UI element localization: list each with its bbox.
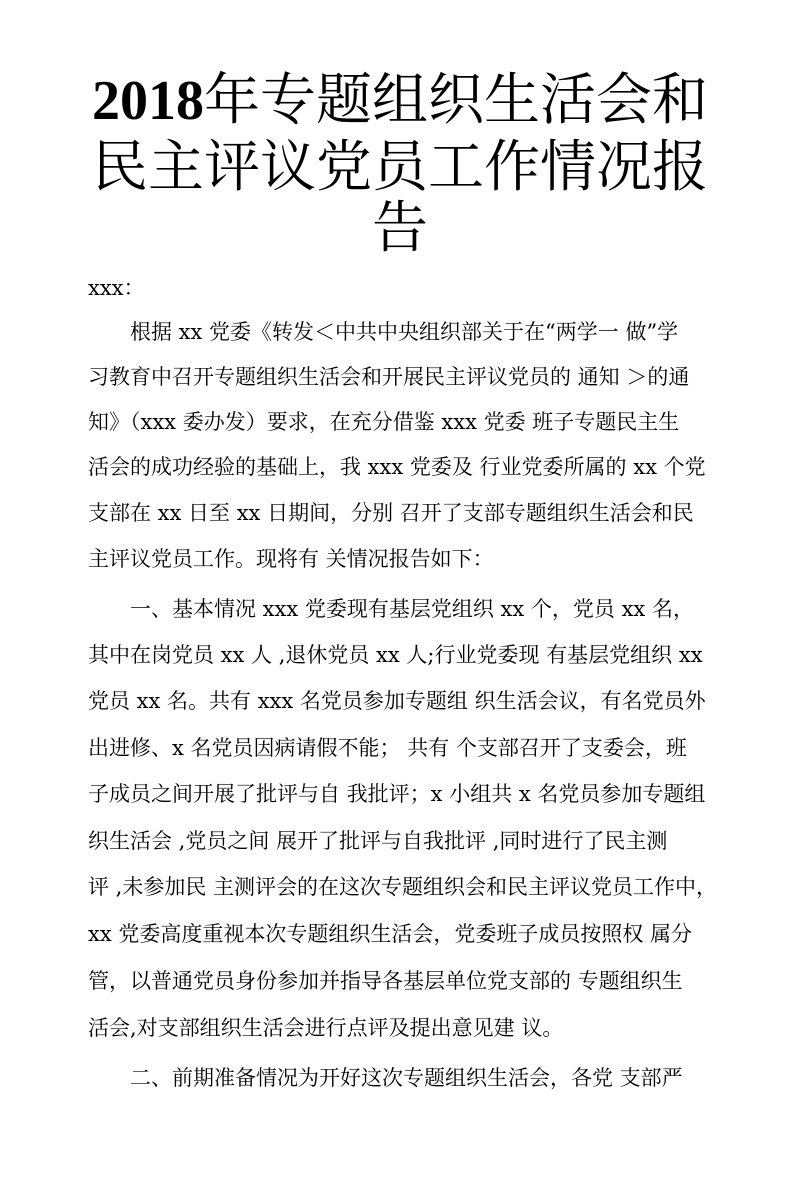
body-line: 党员 xx 名。共有 xxx 名党员参加专题组 织生活会议，有名党员外 <box>88 689 706 713</box>
body-line: 一、基本情况 xxx 党委现有基层党组织 xx 个，党员 xx 名， <box>88 597 694 621</box>
body-line: 管，以普通党员身份参加并指导各基层单位党支部的 专题组织生 <box>88 969 683 993</box>
body-line: 支部在 xx 日至 xx 日期间，分别 召开了支部专题组织生活会和民 <box>88 501 694 525</box>
body-line: 活会的成功经验的基础上，我 xxx 党委及 行业党委所属的 xx 个党 <box>88 455 706 479</box>
body-line: 出进修、x 名党员因病请假不能； 共有 个支部召开了支委会，班 <box>88 736 687 760</box>
body-line: 根据 xx 党委《转发＜中共中央组织部关于在“两学一 做”学 <box>88 320 679 344</box>
title-line-2: 民主评议党员工作情况报 <box>92 135 708 200</box>
body-line: 其中在岗党员 xx 人 ,退休党员 xx 人;行业党委现 有基层党组织 xx <box>88 643 703 667</box>
body-line: 子成员之间开展了批评与自 我批评；x 小组共 x 名党员参加专题组 <box>88 782 706 806</box>
body-line: 织生活会 ,党员之间 展开了批评与自我批评 ,同时进行了民主测 <box>88 829 668 853</box>
title-line-3: 告 <box>372 196 428 261</box>
body-line: 活会,对支部组织生活会进行点评及提出意见建 议。 <box>88 1016 564 1040</box>
salutation: xxx： <box>88 276 145 300</box>
body-line: 二、前期准备情况为开好这次专题组织生活会，各党 支部严 <box>88 1066 683 1090</box>
body-line: 知》（xxx 委办发）要求，在充分借鉴 xxx 党委 班子专题民主生 <box>88 410 680 434</box>
title-year: 2018 <box>92 70 204 132</box>
body-line: xx 党委高度重视本次专题组织生活会，党委班子成员按照权 属分 <box>88 922 693 946</box>
title-line-1-text: 年专题组织生活会和 <box>204 68 708 133</box>
body-line: 主评议党员工作。现将有 关情况报告如下： <box>88 547 494 571</box>
body-line: 评 ,未参加民 主测评会的在这次专题组织会和民主评议党员工作中， <box>88 875 718 899</box>
body-line: 习教育中召开专题组织生活会和开展民主评议党员的 通知 ＞的通 <box>88 365 690 389</box>
title-line-1 <box>60 70 740 132</box>
